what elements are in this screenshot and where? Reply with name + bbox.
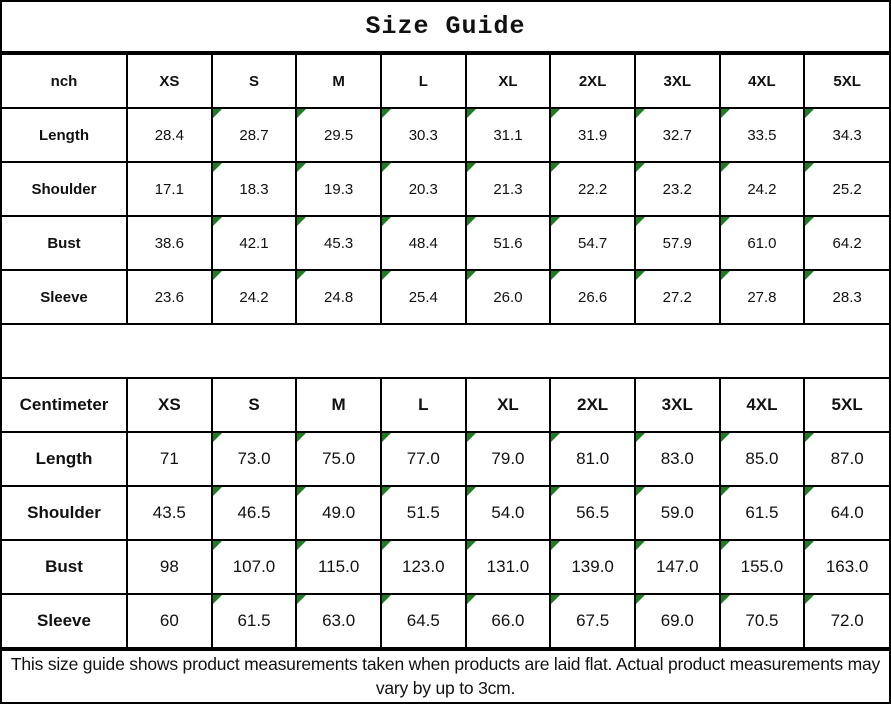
- size-header-cell: S: [212, 54, 297, 108]
- measurement-value-cell: [804, 108, 889, 162]
- measurement-value: 77.0: [406, 449, 440, 468]
- cell-corner-marker-icon: [721, 109, 730, 118]
- measurement-value: 64.2: [832, 234, 862, 252]
- measurement-value: 81.0: [576, 449, 610, 468]
- measurement-value: 49.0: [322, 503, 356, 522]
- measurement-value-cell: [466, 108, 551, 162]
- measurement-value-cell: [127, 270, 212, 324]
- cell-corner-marker-icon: [297, 595, 306, 604]
- measurement-value: 87.0: [830, 449, 864, 468]
- measurement-value: 163.0: [825, 557, 869, 576]
- cell-corner-marker-icon: [467, 487, 476, 496]
- cell-corner-marker-icon: [721, 541, 730, 550]
- cell-corner-marker-icon: [721, 595, 730, 604]
- measurement-value-cell: [212, 108, 297, 162]
- cell-corner-marker-icon: [382, 217, 391, 226]
- measurement-value-cell: [466, 486, 551, 540]
- cell-corner-marker-icon: [382, 109, 391, 118]
- measurement-value: 23.6: [154, 288, 184, 306]
- measurement-value-cell: [296, 216, 381, 270]
- measurement-label-cell: Shoulder: [2, 486, 127, 540]
- size-header-cell: 5XL: [804, 378, 889, 432]
- measurement-value-cell: [550, 270, 635, 324]
- measurement-value: 131.0: [486, 557, 530, 576]
- size-header-cell: XL: [466, 378, 551, 432]
- measurement-value-cell: [804, 270, 889, 324]
- measurement-value: 147.0: [655, 557, 699, 576]
- measurement-value-cell: [466, 432, 551, 486]
- cell-corner-marker-icon: [213, 217, 222, 226]
- measurement-value-cell: [381, 162, 466, 216]
- measurement-value-cell: [720, 108, 805, 162]
- measurement-value-cell: [212, 162, 297, 216]
- measurement-value: 28.4: [154, 126, 184, 144]
- measurement-value-cell: [296, 432, 381, 486]
- cell-corner-marker-icon: [213, 433, 222, 442]
- cell-corner-marker-icon: [467, 541, 476, 550]
- measurement-value: 25.4: [408, 288, 438, 306]
- measurement-value: 24.8: [324, 288, 354, 306]
- size-header-cell: 4XL: [720, 54, 805, 108]
- size-header-cell: L: [381, 378, 466, 432]
- measurement-value-cell: [127, 540, 212, 594]
- measurement-value-cell: [720, 162, 805, 216]
- measurement-value-cell: [720, 540, 805, 594]
- measurement-value-cell: [381, 486, 466, 540]
- measurement-value: 107.0: [232, 557, 276, 576]
- measurement-value-cell: [212, 486, 297, 540]
- measurement-value: 61.0: [747, 234, 777, 252]
- measurement-value: 21.3: [493, 180, 523, 198]
- measurement-value-cell: [550, 432, 635, 486]
- measurement-value-cell: [381, 216, 466, 270]
- measurement-value-cell: [296, 162, 381, 216]
- cell-corner-marker-icon: [805, 271, 814, 280]
- measurement-value-cell: [804, 594, 889, 648]
- cell-corner-marker-icon: [805, 595, 814, 604]
- measurement-label-cell: Sleeve: [2, 270, 127, 324]
- cell-corner-marker-icon: [805, 217, 814, 226]
- measurement-value: 20.3: [408, 180, 438, 198]
- measurement-value-cell: [127, 108, 212, 162]
- measurement-value: 61.5: [237, 611, 271, 630]
- cell-corner-marker-icon: [721, 271, 730, 280]
- measurement-value: 51.5: [406, 503, 440, 522]
- measurement-value-cell: [804, 432, 889, 486]
- measurement-value-cell: [720, 486, 805, 540]
- cell-corner-marker-icon: [382, 541, 391, 550]
- measurement-value: 27.2: [662, 288, 692, 306]
- measurement-value-cell: [804, 486, 889, 540]
- measurement-value-cell: [466, 540, 551, 594]
- cell-corner-marker-icon: [636, 433, 645, 442]
- size-header-cell: 5XL: [804, 54, 889, 108]
- cell-corner-marker-icon: [382, 595, 391, 604]
- cell-corner-marker-icon: [636, 163, 645, 172]
- measurement-value: 79.0: [491, 449, 525, 468]
- measurement-row: [2, 540, 889, 594]
- size-header-row: [2, 378, 889, 432]
- measurement-value: 33.5: [747, 126, 777, 144]
- cell-corner-marker-icon: [382, 487, 391, 496]
- measurement-value: 28.7: [239, 126, 269, 144]
- cell-corner-marker-icon: [213, 109, 222, 118]
- cell-corner-marker-icon: [721, 487, 730, 496]
- cell-corner-marker-icon: [382, 433, 391, 442]
- measurement-value-cell: [381, 432, 466, 486]
- measurement-value: 70.5: [745, 611, 779, 630]
- measurement-value: 23.2: [662, 180, 692, 198]
- measurement-value-cell: [296, 108, 381, 162]
- footer-note: This size guide shows product measurements taken when products are laid flat. Actual product measurements may vary by up to 3cm.: [2, 649, 889, 702]
- cell-corner-marker-icon: [551, 541, 560, 550]
- measurement-value-cell: [466, 162, 551, 216]
- measurement-value: 67.5: [576, 611, 610, 630]
- measurement-value: 71: [159, 449, 179, 468]
- measurement-value: 45.3: [324, 234, 354, 252]
- measurement-value: 64.0: [830, 503, 864, 522]
- size-table-inch: [2, 53, 889, 325]
- size-header-cell: XS: [127, 378, 212, 432]
- measurement-value-cell: [212, 270, 297, 324]
- measurement-row: [2, 108, 889, 162]
- measurement-value: 24.2: [747, 180, 777, 198]
- cell-corner-marker-icon: [636, 541, 645, 550]
- cell-corner-marker-icon: [636, 217, 645, 226]
- cell-corner-marker-icon: [551, 487, 560, 496]
- measurement-value: 27.8: [747, 288, 777, 306]
- measurement-value-cell: [127, 162, 212, 216]
- measurement-value-cell: [381, 540, 466, 594]
- measurement-value: 17.1: [154, 180, 184, 198]
- measurement-label-cell: Bust: [2, 216, 127, 270]
- cell-corner-marker-icon: [467, 163, 476, 172]
- measurement-value-cell: [212, 540, 297, 594]
- cell-corner-marker-icon: [297, 217, 306, 226]
- cell-corner-marker-icon: [467, 433, 476, 442]
- size-header-cell: M: [296, 54, 381, 108]
- measurement-value-cell: [635, 108, 720, 162]
- measurement-value: 98: [159, 557, 179, 576]
- measurement-value: 139.0: [571, 557, 614, 576]
- measurement-value: 38.6: [154, 234, 184, 252]
- measurement-value: 29.5: [324, 126, 354, 144]
- cell-corner-marker-icon: [297, 433, 306, 442]
- measurement-value-cell: [635, 594, 720, 648]
- measurement-value-cell: [550, 594, 635, 648]
- measurement-row: [2, 216, 889, 270]
- measurement-value: 48.4: [408, 234, 438, 252]
- cell-corner-marker-icon: [721, 433, 730, 442]
- cell-corner-marker-icon: [467, 595, 476, 604]
- cell-corner-marker-icon: [636, 487, 645, 496]
- measurement-value-cell: [550, 162, 635, 216]
- size-header-cell: 2XL: [550, 378, 635, 432]
- cell-corner-marker-icon: [551, 271, 560, 280]
- measurement-value-cell: [635, 432, 720, 486]
- measurement-value: 34.3: [832, 126, 862, 144]
- cell-corner-marker-icon: [297, 109, 306, 118]
- measurement-value: 59.0: [660, 503, 694, 522]
- measurement-value-cell: [720, 594, 805, 648]
- measurement-value-cell: [127, 432, 212, 486]
- measurement-value: 115.0: [318, 557, 360, 576]
- measurement-value: 18.3: [239, 180, 269, 198]
- measurement-label-cell: Bust: [2, 540, 127, 594]
- measurement-value: 26.6: [578, 288, 608, 306]
- measurement-value: 32.7: [662, 126, 692, 144]
- measurement-value: 83.0: [660, 449, 694, 468]
- measurement-value: 30.3: [408, 126, 438, 144]
- measurement-value: 69.0: [660, 611, 694, 630]
- measurement-label-cell: Length: [2, 432, 127, 486]
- measurement-value-cell: [804, 216, 889, 270]
- measurement-value: 85.0: [745, 449, 779, 468]
- measurement-value: 123.0: [402, 557, 445, 576]
- size-header-cell: S: [212, 378, 297, 432]
- measurement-value-cell: [381, 270, 466, 324]
- measurement-value-cell: [466, 270, 551, 324]
- measurement-value-cell: [466, 216, 551, 270]
- measurement-value: 66.0: [491, 611, 525, 630]
- measurement-value-cell: [804, 162, 889, 216]
- measurement-value: 64.5: [406, 611, 440, 630]
- size-header-cell: M: [296, 378, 381, 432]
- measurement-label-cell: Length: [2, 108, 127, 162]
- cell-corner-marker-icon: [551, 109, 560, 118]
- measurement-value: 54.7: [578, 234, 608, 252]
- measurement-value: 61.5: [745, 503, 779, 522]
- cell-corner-marker-icon: [636, 271, 645, 280]
- cell-corner-marker-icon: [297, 163, 306, 172]
- measurement-row: [2, 594, 889, 648]
- measurement-row: [2, 270, 889, 324]
- cell-corner-marker-icon: [297, 271, 306, 280]
- size-table-centimeter: [2, 377, 889, 649]
- measurement-value: 28.3: [832, 288, 862, 306]
- measurement-value-cell: [550, 540, 635, 594]
- measurement-row: [2, 486, 889, 540]
- measurement-value-cell: [381, 594, 466, 648]
- measurement-value-cell: [635, 540, 720, 594]
- measurement-label-cell: Shoulder: [2, 162, 127, 216]
- measurement-value-cell: [720, 270, 805, 324]
- measurement-value: 31.9: [578, 126, 608, 144]
- unit-label-cell: Centimeter: [2, 378, 127, 432]
- cell-corner-marker-icon: [721, 217, 730, 226]
- measurement-value: 19.3: [324, 180, 354, 198]
- measurement-value: 57.9: [662, 234, 692, 252]
- measurement-value-cell: [804, 540, 889, 594]
- measurement-value-cell: [127, 594, 212, 648]
- table-spacer: [2, 325, 889, 377]
- measurement-value-cell: [635, 486, 720, 540]
- size-header-cell: XL: [466, 54, 551, 108]
- unit-label-cell: nch: [2, 54, 127, 108]
- measurement-value-cell: [550, 216, 635, 270]
- measurement-value: 22.2: [578, 180, 608, 198]
- size-header-cell: 4XL: [720, 378, 805, 432]
- measurement-value: 24.2: [239, 288, 269, 306]
- measurement-row: [2, 432, 889, 486]
- size-header-cell: L: [381, 54, 466, 108]
- cell-corner-marker-icon: [805, 541, 814, 550]
- size-header-cell: XS: [127, 54, 212, 108]
- cell-corner-marker-icon: [213, 271, 222, 280]
- cell-corner-marker-icon: [805, 433, 814, 442]
- measurement-value-cell: [720, 432, 805, 486]
- measurement-value: 42.1: [239, 234, 269, 252]
- measurement-value-cell: [550, 486, 635, 540]
- measurement-value: 60: [159, 611, 179, 630]
- size-header-row: [2, 54, 889, 108]
- cell-corner-marker-icon: [213, 595, 222, 604]
- measurement-value-cell: [720, 216, 805, 270]
- measurement-value-cell: [212, 432, 297, 486]
- cell-corner-marker-icon: [805, 487, 814, 496]
- cell-corner-marker-icon: [213, 487, 222, 496]
- measurement-value: 31.1: [493, 126, 523, 144]
- cell-corner-marker-icon: [297, 487, 306, 496]
- cell-corner-marker-icon: [551, 595, 560, 604]
- measurement-value: 46.5: [237, 503, 271, 522]
- measurement-value: 63.0: [322, 611, 356, 630]
- cell-corner-marker-icon: [213, 163, 222, 172]
- measurement-value: 25.2: [832, 180, 862, 198]
- cell-corner-marker-icon: [721, 163, 730, 172]
- cell-corner-marker-icon: [467, 109, 476, 118]
- size-header-cell: 3XL: [635, 378, 720, 432]
- cell-corner-marker-icon: [636, 595, 645, 604]
- measurement-value: 56.5: [576, 503, 610, 522]
- measurement-value-cell: [296, 486, 381, 540]
- measurement-value-cell: [212, 594, 297, 648]
- cell-corner-marker-icon: [213, 541, 222, 550]
- measurement-value-cell: [296, 270, 381, 324]
- cell-corner-marker-icon: [382, 163, 391, 172]
- measurement-value-cell: [127, 216, 212, 270]
- size-header-cell: 3XL: [635, 54, 720, 108]
- cell-corner-marker-icon: [467, 271, 476, 280]
- measurement-value: 43.5: [152, 503, 186, 522]
- measurement-value: 75.0: [322, 449, 356, 468]
- measurement-row: [2, 162, 889, 216]
- measurement-value-cell: [296, 540, 381, 594]
- measurement-value-cell: [127, 486, 212, 540]
- measurement-value-cell: [635, 216, 720, 270]
- measurement-value: 54.0: [491, 503, 525, 522]
- measurement-label-cell: Sleeve: [2, 594, 127, 648]
- size-header-cell: 2XL: [550, 54, 635, 108]
- measurement-value-cell: [212, 216, 297, 270]
- measurement-value-cell: [635, 270, 720, 324]
- measurement-value-cell: [635, 162, 720, 216]
- measurement-value-cell: [381, 108, 466, 162]
- measurement-value: 155.0: [740, 557, 784, 576]
- cell-corner-marker-icon: [805, 109, 814, 118]
- measurement-value: 51.6: [493, 234, 523, 252]
- measurement-value: 26.0: [493, 288, 523, 306]
- measurement-value-cell: [466, 594, 551, 648]
- measurement-value-cell: [296, 594, 381, 648]
- cell-corner-marker-icon: [551, 433, 560, 442]
- page-title: Size Guide: [2, 2, 889, 53]
- measurement-value: 72.0: [830, 611, 864, 630]
- measurement-value: 73.0: [237, 449, 271, 468]
- cell-corner-marker-icon: [805, 163, 814, 172]
- measurement-value-cell: [550, 108, 635, 162]
- cell-corner-marker-icon: [551, 163, 560, 172]
- cell-corner-marker-icon: [636, 109, 645, 118]
- cell-corner-marker-icon: [382, 271, 391, 280]
- cell-corner-marker-icon: [297, 541, 306, 550]
- cell-corner-marker-icon: [551, 217, 560, 226]
- cell-corner-marker-icon: [467, 217, 476, 226]
